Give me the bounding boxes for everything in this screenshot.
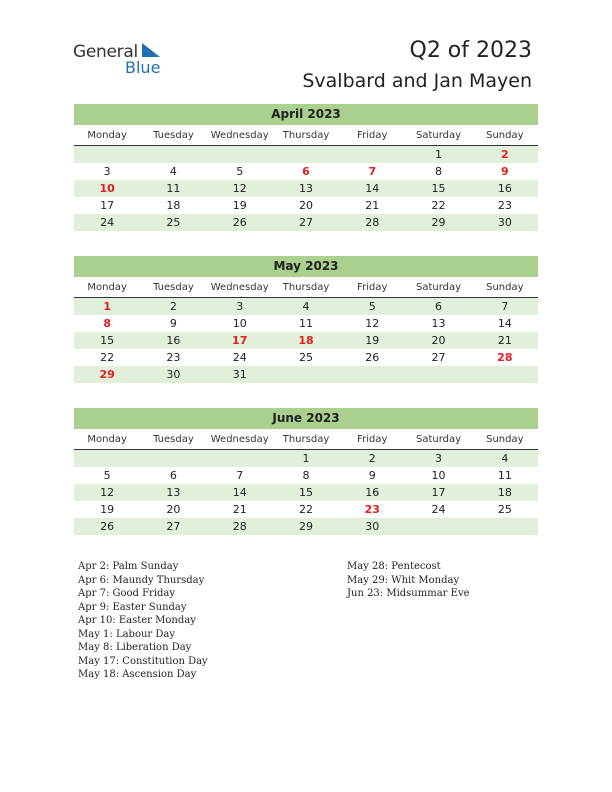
weekday-label: Friday xyxy=(357,434,388,445)
day-cell: 14 xyxy=(232,486,247,499)
day-cell: 6 xyxy=(435,300,443,313)
weekday-row xyxy=(74,125,538,146)
day-cell: 8 xyxy=(435,165,443,178)
holiday-day-cell: 2 xyxy=(501,148,509,161)
day-cell: 27 xyxy=(431,351,446,364)
day-cell: 23 xyxy=(497,199,512,212)
day-cell: 19 xyxy=(365,334,380,347)
month-calendar-april xyxy=(74,104,538,231)
day-cell: 2 xyxy=(368,452,376,465)
day-cell xyxy=(273,366,339,383)
day-cell: 16 xyxy=(497,182,512,195)
day-cell: 4 xyxy=(169,165,177,178)
holiday-entry: Apr 2: Palm Sunday xyxy=(78,561,179,572)
day-cell: 28 xyxy=(365,216,380,229)
day-cell: 5 xyxy=(236,165,244,178)
month-header: April 2023 xyxy=(74,104,538,125)
day-cell: 15 xyxy=(431,182,446,195)
day-cell xyxy=(74,146,140,163)
day-cell: 4 xyxy=(302,300,310,313)
holiday-day-cell: 7 xyxy=(368,165,377,178)
weekday-label: Thursday xyxy=(282,434,330,445)
day-cell: 24 xyxy=(232,351,247,364)
day-cell: 3 xyxy=(435,452,443,465)
day-cell: 25 xyxy=(497,503,512,516)
holiday-entry: May 8: Liberation Day xyxy=(78,642,192,653)
weekday-label: Friday xyxy=(357,130,388,141)
day-cell: 8 xyxy=(302,469,310,482)
weekday-row xyxy=(74,429,538,450)
weekday-label: Saturday xyxy=(416,282,462,293)
month-header: May 2023 xyxy=(74,256,538,277)
day-cell: 4 xyxy=(501,452,509,465)
holiday-day-cell: 28 xyxy=(497,351,513,364)
holiday-list-right xyxy=(347,560,470,601)
day-cell xyxy=(472,518,538,535)
day-cell: 27 xyxy=(166,520,181,533)
week-row xyxy=(74,518,538,535)
week-row xyxy=(74,349,538,366)
day-cell: 26 xyxy=(365,351,380,364)
day-cell: 27 xyxy=(298,216,313,229)
day-cell: 19 xyxy=(100,503,115,516)
holiday-entry: May 28: Pentecost xyxy=(347,561,441,572)
day-cell: 9 xyxy=(169,317,177,330)
day-cell: 1 xyxy=(435,148,443,161)
week-row xyxy=(74,366,538,383)
weekday-label: Saturday xyxy=(416,130,462,141)
day-cell xyxy=(339,366,405,383)
day-cell xyxy=(472,366,538,383)
day-cell: 1 xyxy=(302,452,310,465)
day-cell: 31 xyxy=(232,368,247,381)
logo xyxy=(73,42,173,78)
day-cell: 26 xyxy=(232,216,247,229)
day-cell: 5 xyxy=(103,469,111,482)
day-cell: 7 xyxy=(501,300,509,313)
day-cell: 3 xyxy=(236,300,244,313)
holiday-entry: Apr 10: Easter Monday xyxy=(78,615,196,626)
month-calendar-june xyxy=(74,408,538,535)
day-cell xyxy=(207,146,273,163)
day-cell: 21 xyxy=(232,503,247,516)
day-cell: 17 xyxy=(431,486,446,499)
weekday-label: Tuesday xyxy=(153,282,194,293)
day-cell: 23 xyxy=(166,351,181,364)
day-cell: 12 xyxy=(365,317,380,330)
day-cell: 16 xyxy=(365,486,380,499)
weekday-label: Thursday xyxy=(282,130,330,141)
day-cell: 10 xyxy=(431,469,446,482)
day-cell xyxy=(207,450,273,467)
holiday-day-cell: 23 xyxy=(364,503,380,516)
day-cell: 29 xyxy=(298,520,313,533)
day-cell: 9 xyxy=(368,469,376,482)
day-cell: 13 xyxy=(431,317,446,330)
day-cell: 29 xyxy=(431,216,446,229)
logo-flag-icon xyxy=(140,43,160,59)
day-cell: 15 xyxy=(298,486,313,499)
day-cell: 10 xyxy=(232,317,247,330)
holiday-entry: May 17: Constitution Day xyxy=(78,655,208,667)
day-cell: 26 xyxy=(100,520,115,533)
week-row xyxy=(74,467,538,484)
day-cell: 24 xyxy=(100,216,115,229)
weekday-label: Monday xyxy=(87,282,127,293)
weekday-row xyxy=(74,277,538,298)
week-row xyxy=(74,197,538,214)
day-cell: 13 xyxy=(298,182,313,195)
day-cell: 3 xyxy=(103,165,111,178)
week-row xyxy=(74,315,538,332)
day-cell: 21 xyxy=(497,334,512,347)
day-cell: 18 xyxy=(497,486,512,499)
weekday-label: Monday xyxy=(87,434,127,445)
week-row xyxy=(74,332,538,349)
holiday-entry: Apr 7: Good Friday xyxy=(78,588,176,599)
holiday-entry: Jun 23: Midsummar Eve xyxy=(347,588,470,599)
holiday-day-cell: 29 xyxy=(99,368,115,381)
day-cell: 25 xyxy=(166,216,181,229)
day-cell: 22 xyxy=(298,503,313,516)
day-cell: 20 xyxy=(298,199,313,212)
weekday-label: Sunday xyxy=(486,282,524,293)
week-row xyxy=(74,298,538,315)
day-cell: 24 xyxy=(431,503,446,516)
day-cell: 11 xyxy=(298,317,313,330)
holiday-day-cell: 17 xyxy=(232,334,248,347)
day-cell xyxy=(405,366,471,383)
holiday-day-cell: 6 xyxy=(302,165,310,178)
day-cell: 12 xyxy=(232,182,247,195)
holiday-entry: May 1: Labour Day xyxy=(78,628,175,640)
day-cell: 28 xyxy=(232,520,247,533)
day-cell: 19 xyxy=(232,199,247,212)
day-cell xyxy=(140,450,206,467)
day-cell: 30 xyxy=(497,216,512,229)
day-cell: 7 xyxy=(236,469,244,482)
day-cell: 2 xyxy=(169,300,177,313)
week-row xyxy=(74,450,538,467)
day-cell xyxy=(74,450,140,467)
day-cell: 6 xyxy=(169,469,177,482)
weekday-label: Wednesday xyxy=(210,282,269,293)
day-cell: 17 xyxy=(100,199,115,212)
day-cell: 30 xyxy=(365,520,380,533)
week-row xyxy=(74,180,538,197)
holiday-day-cell: 18 xyxy=(298,334,314,347)
day-cell: 11 xyxy=(166,182,181,195)
holiday-day-cell: 10 xyxy=(99,182,115,195)
day-cell: 13 xyxy=(166,486,181,499)
day-cell: 22 xyxy=(100,351,115,364)
logo-general-text: General xyxy=(73,42,138,62)
day-cell xyxy=(140,146,206,163)
weekday-label: Wednesday xyxy=(210,130,269,141)
holiday-day-cell: 9 xyxy=(501,165,509,178)
month-calendar-may xyxy=(74,256,538,383)
day-cell: 20 xyxy=(431,334,446,347)
week-row xyxy=(74,163,538,180)
weekday-label: Sunday xyxy=(486,130,524,141)
page-subtitle: Svalbard and Jan Mayen xyxy=(302,70,532,92)
holiday-entry: Apr 6: Maundy Thursday xyxy=(78,574,205,586)
day-cell xyxy=(339,146,405,163)
day-cell: 20 xyxy=(166,503,181,516)
holiday-list-left xyxy=(78,560,208,682)
week-row xyxy=(74,146,538,163)
week-row xyxy=(74,484,538,501)
weekday-label: Sunday xyxy=(486,434,524,445)
day-cell: 12 xyxy=(100,486,115,499)
weekday-label: Tuesday xyxy=(153,130,194,141)
day-cell: 14 xyxy=(497,317,512,330)
logo-blue-text: Blue xyxy=(125,58,161,77)
weekday-label: Monday xyxy=(87,130,127,141)
weekday-label: Friday xyxy=(357,282,388,293)
day-cell: 21 xyxy=(365,199,380,212)
day-cell xyxy=(405,518,471,535)
holiday-day-cell: 8 xyxy=(103,317,111,330)
holiday-entry: May 29: Whit Monday xyxy=(347,574,460,586)
day-cell: 30 xyxy=(166,368,181,381)
day-cell: 11 xyxy=(497,469,512,482)
holiday-entry: May 18: Ascension Day xyxy=(78,669,197,680)
weekday-label: Tuesday xyxy=(153,434,194,445)
day-cell: 14 xyxy=(365,182,380,195)
day-cell: 5 xyxy=(368,300,376,313)
day-cell xyxy=(273,146,339,163)
weekday-label: Saturday xyxy=(416,434,462,445)
week-row xyxy=(74,501,538,518)
day-cell: 18 xyxy=(166,199,181,212)
weekday-label: Thursday xyxy=(282,282,330,293)
weekday-label: Wednesday xyxy=(210,434,269,445)
month-header: June 2023 xyxy=(74,408,538,429)
day-cell: 25 xyxy=(298,351,313,364)
day-cell: 15 xyxy=(100,334,115,347)
holiday-entry: Apr 9: Easter Sunday xyxy=(78,601,187,613)
day-cell: 22 xyxy=(431,199,446,212)
page-title: Q2 of 2023 xyxy=(409,38,532,63)
week-row xyxy=(74,214,538,231)
day-cell: 16 xyxy=(166,334,181,347)
holiday-day-cell: 1 xyxy=(103,300,111,313)
